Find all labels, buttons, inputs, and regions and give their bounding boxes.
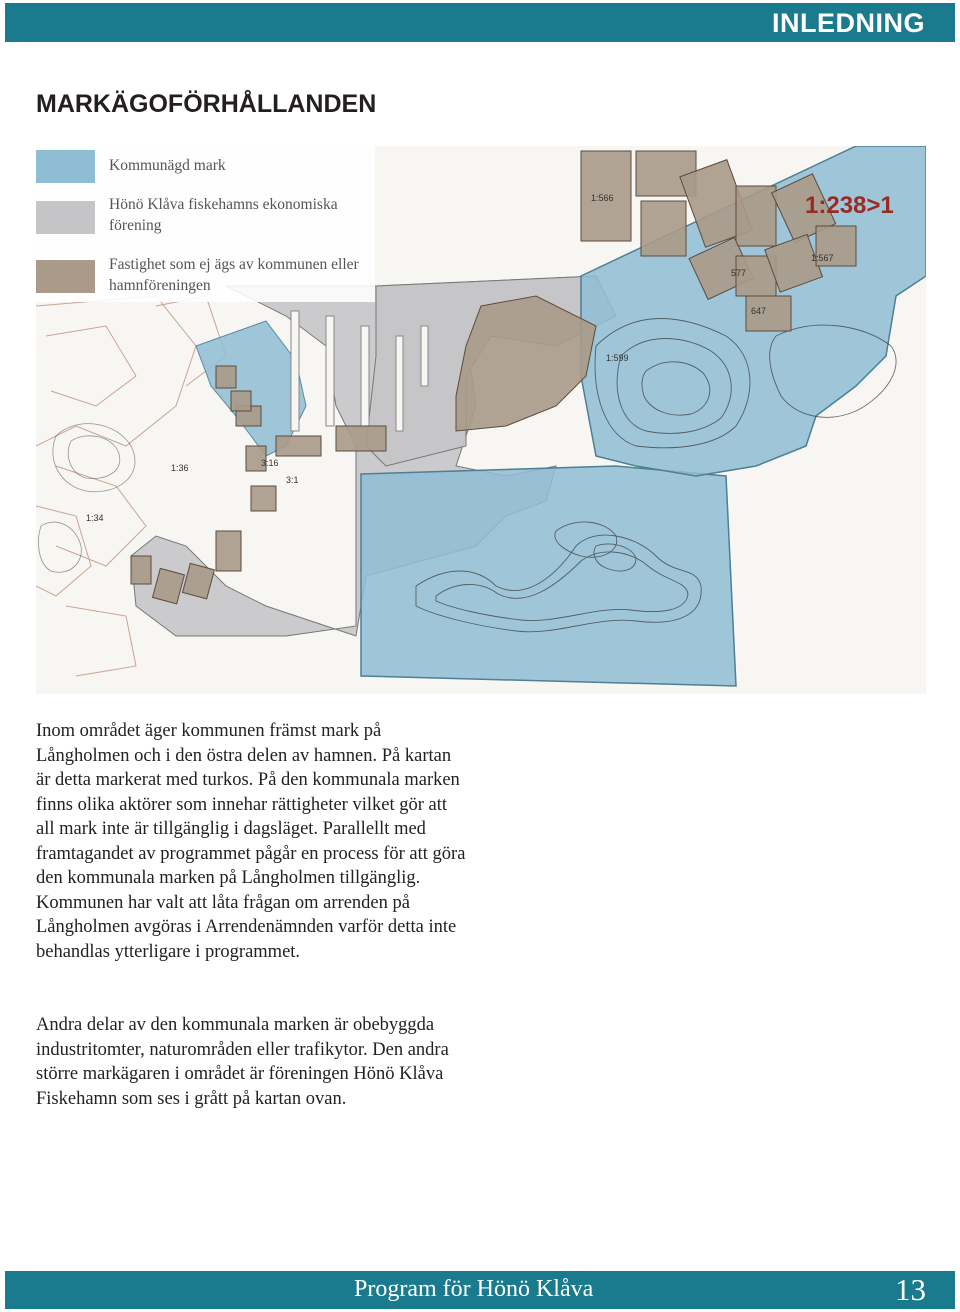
body-paragraph-2: Andra delar av den kommunala marken är obebyggda industritomter, naturområden eller trafikytor. Den andra större markägaren i området är föreningen Hönö Klåva Fiskehamn som ses i grått på kartan ovan. xyxy=(36,1015,449,1109)
parcel-label: 3:1 xyxy=(286,475,299,485)
footer-title: Program för Hönö Klåva xyxy=(354,1276,594,1302)
private-parcel xyxy=(231,391,251,411)
section-title: INLEDNING xyxy=(772,8,925,38)
parcel-label: 1:36 xyxy=(171,463,189,473)
map-scale-label: 1:238>1 xyxy=(805,192,894,219)
footer-bar xyxy=(5,1271,955,1309)
parcel-label: 577 xyxy=(731,268,747,278)
parcel-label: 1:599 xyxy=(606,353,629,363)
parcel-label: 3:16 xyxy=(261,458,279,468)
page-number: 13 xyxy=(895,1272,926,1307)
private-parcel xyxy=(336,426,386,451)
parcel-label: 647 xyxy=(751,306,767,316)
map-legend xyxy=(36,146,375,302)
private-parcel xyxy=(251,486,276,511)
header-bar xyxy=(5,3,955,42)
private-parcel xyxy=(736,186,776,246)
private-parcel xyxy=(276,436,321,456)
private-parcel xyxy=(131,556,151,584)
private-parcel xyxy=(216,531,241,571)
private-parcel xyxy=(641,201,686,256)
legend-label-municipal: Kommunägd mark xyxy=(109,157,226,174)
legend-swatch-association xyxy=(36,201,95,234)
body-paragraph-1: Inom området äger kommunen främst mark på Långholmen och i den östra delen av hamnen. På kartan är detta markerat med turkos. På den kommunala marken finns olika aktörer som innehar rättigheter vilket gör att all mark inte är tillgänglig i dagsläget. Parallellt med framtagandet av programmet pågår en process för att göra den kommunala marken på Långholmen tillgänglig. Kommunen har valt att låta frågan om arrenden på Långholmen avgöras i Arrendenämnden varför detta inte behandlas ytterligare i programmet. xyxy=(36,721,466,962)
private-parcel xyxy=(216,366,236,388)
page-title: MARKÄGOFÖRHÅLLANDEN xyxy=(36,90,377,118)
legend-label-association: Hönö Klåva fiskehamns ekonomiska förening xyxy=(109,196,338,234)
parcel-label: 1:566 xyxy=(591,193,614,203)
legend-swatch-private xyxy=(36,260,95,293)
legend-swatch-municipal xyxy=(36,150,95,183)
parcel-label: 1:34 xyxy=(86,513,104,523)
legend-label-private: Fastighet som ej ägs av kommunen eller hamnföreningen xyxy=(109,256,359,294)
parcel-label: 1:567 xyxy=(811,253,834,263)
municipal-area-langholmen xyxy=(361,466,736,686)
